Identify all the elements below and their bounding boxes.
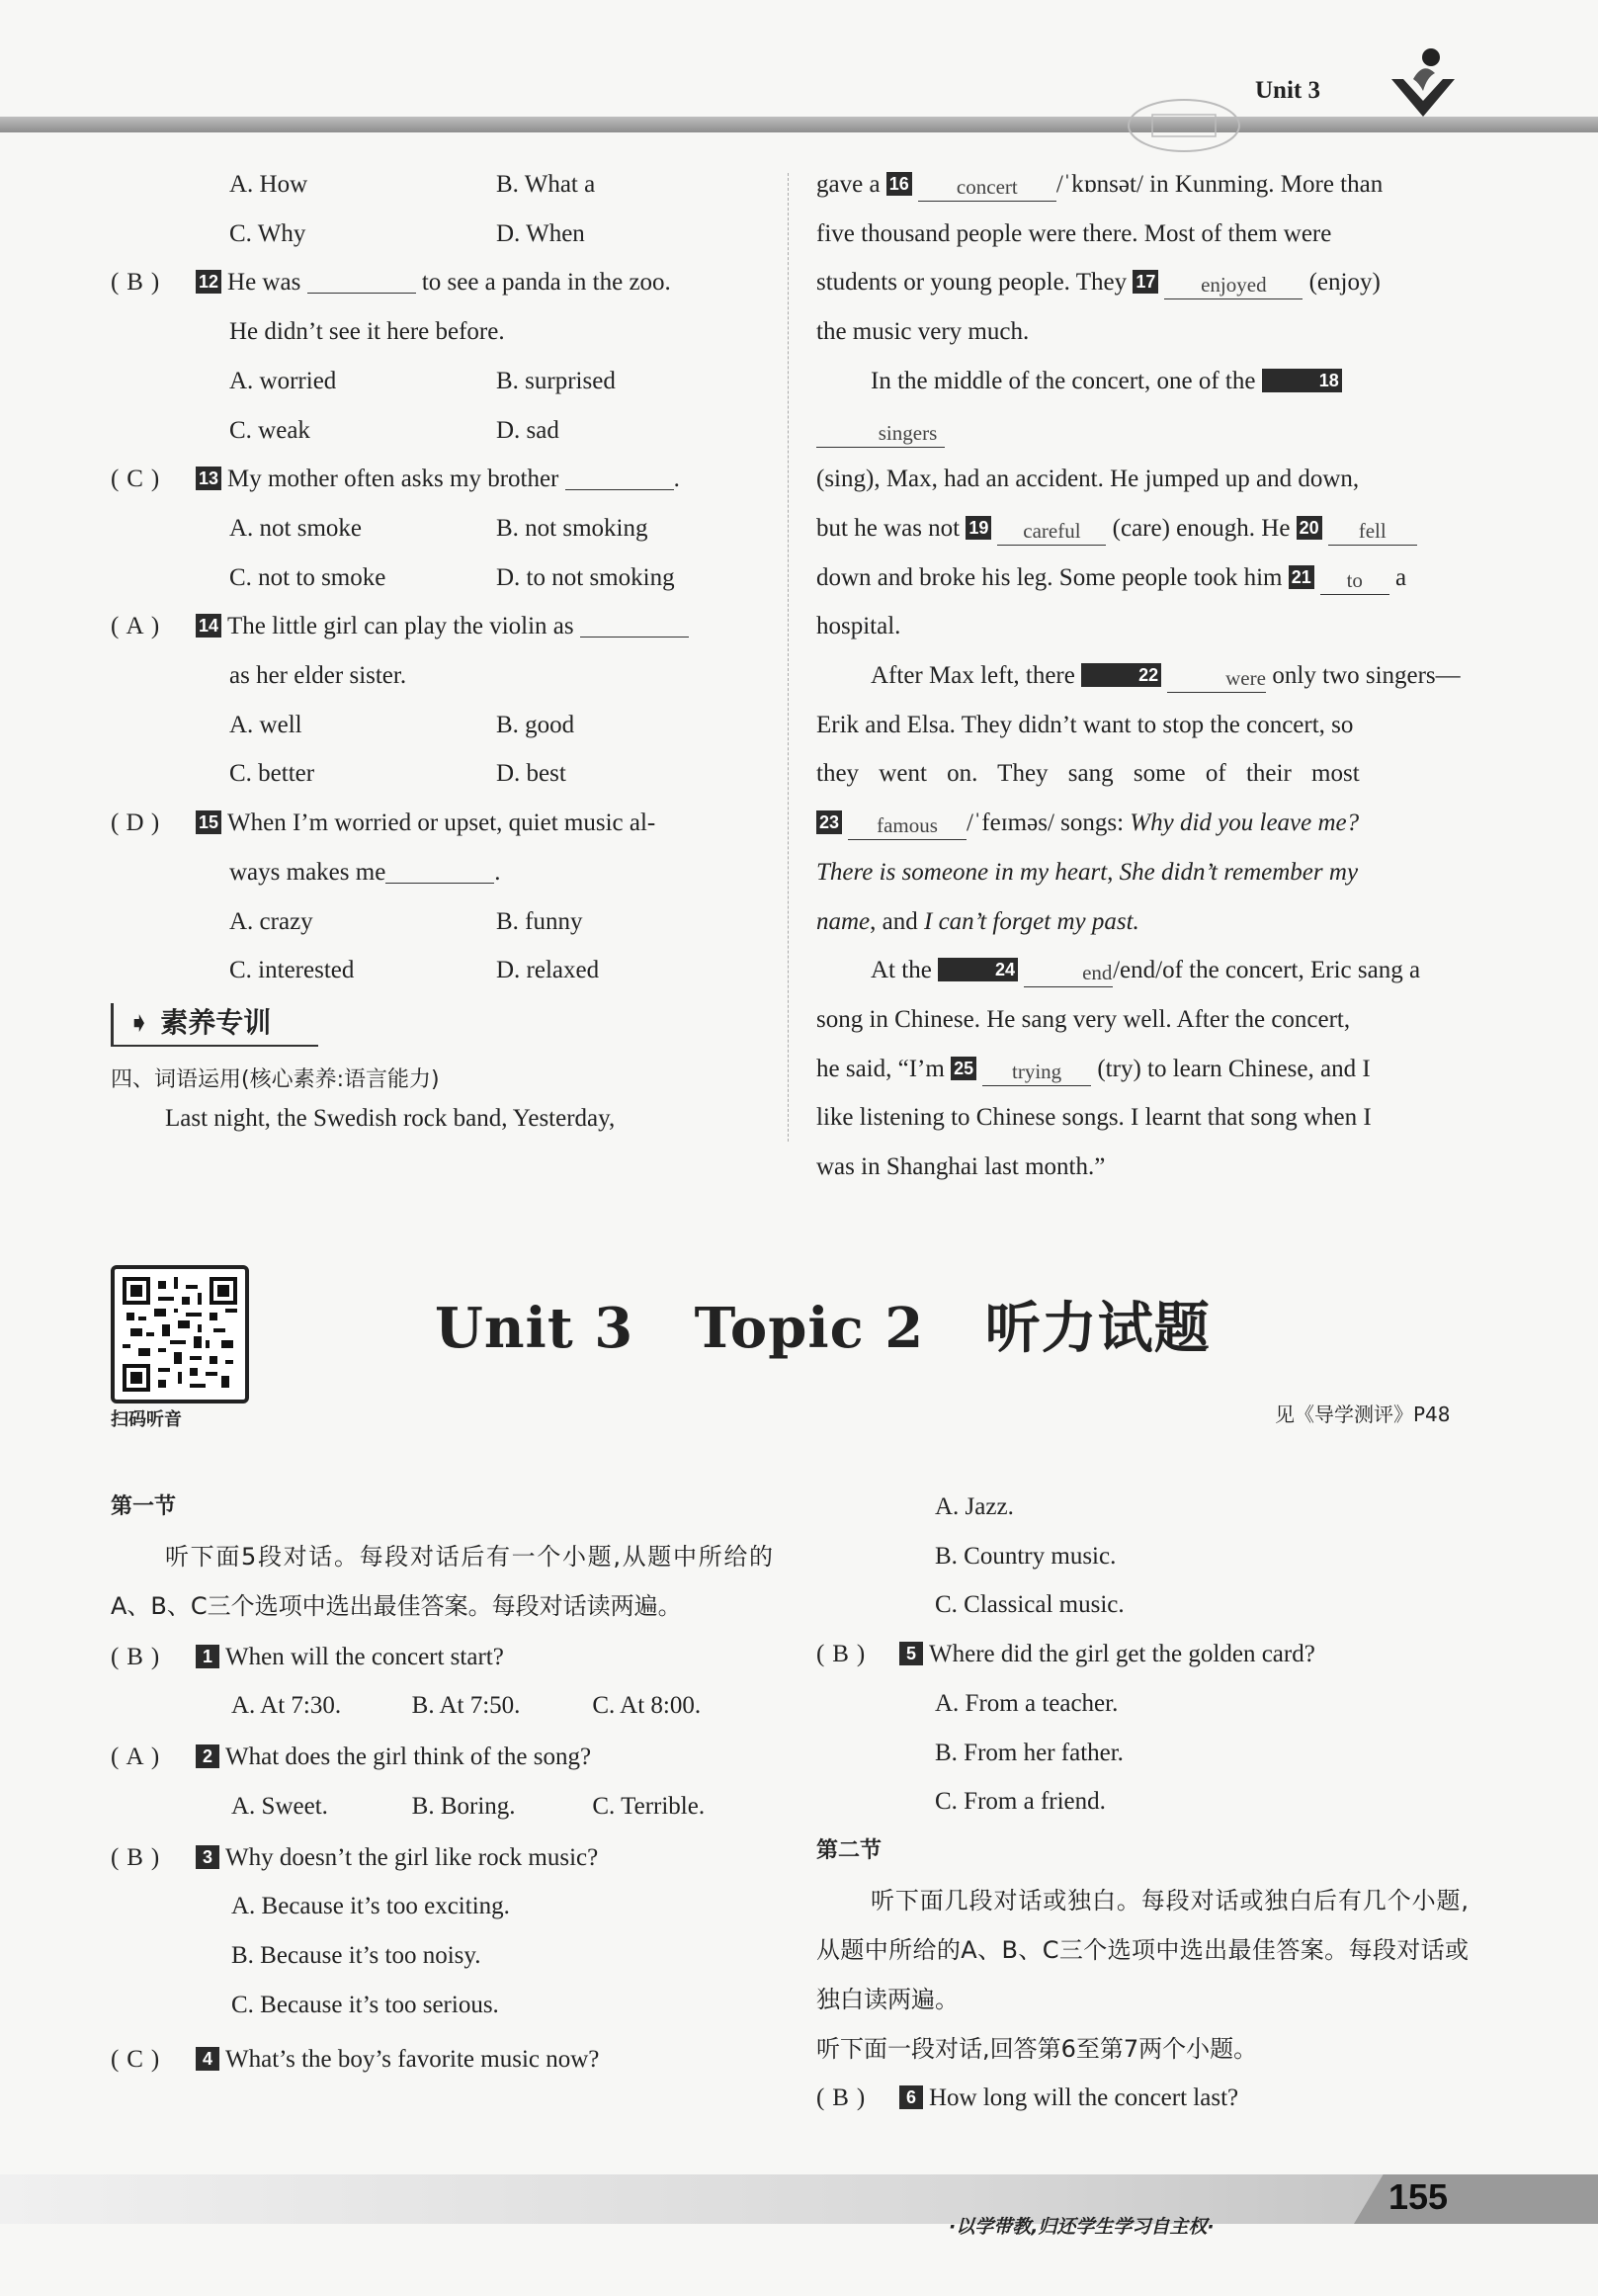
question-text: to see a panda in the zoo. (421, 269, 671, 297)
q12-options (111, 406, 763, 456)
question-number: 3 (196, 1845, 219, 1869)
question-number: 1 (196, 1645, 219, 1668)
option: C. Why (229, 219, 306, 247)
question-text: My mother often asks my brother (227, 466, 559, 493)
answer-paren: ( B ) (816, 1630, 907, 1679)
page-number: 155 (1388, 2176, 1449, 2217)
answer-blank[interactable] (580, 608, 689, 638)
blank-number: 18 (1262, 369, 1342, 392)
question-text: He didn’t see it here before. (229, 318, 505, 346)
question-number: 4 (196, 2047, 219, 2071)
q14-options (111, 701, 763, 750)
answer-paren: ( C ) (111, 2035, 229, 2084)
passage-line: Erik and Elsa. They didn’t want to stop the concert, so (816, 711, 1354, 738)
question-text: as her elder sister. (229, 662, 407, 690)
punctuation: . (673, 466, 680, 493)
text: /ˈfeɪməs/ songs: (967, 809, 1125, 837)
question-text: When will the concert start? (225, 1643, 504, 1670)
answer-paren: ( B ) (816, 2074, 907, 2123)
option: B. good (496, 711, 575, 738)
listening-left-column (111, 1483, 773, 2084)
option: C. interested (229, 957, 355, 984)
question-number: 12 (196, 270, 221, 294)
q11-options (111, 210, 763, 259)
option: D. sad (496, 416, 559, 444)
q12-options (111, 357, 763, 406)
answer-blank[interactable] (385, 854, 494, 884)
section-heading: 四、词语运用(核心素养:语言能力) (111, 1067, 440, 1092)
question-15 (111, 799, 763, 848)
question-number: 15 (196, 810, 221, 834)
right-column (816, 160, 1469, 1192)
section-intro: 听下面几段对话或独白。每段对话或独白后有几个小题,从题中所给的A、B、C三个选项中选出最佳答案。每段对话或独白读两遍。 (816, 1886, 1469, 2013)
q1-options (111, 1681, 773, 1731)
header-bar (0, 117, 1598, 132)
text: In the middle of the concert, one of the (871, 367, 1256, 394)
option: C. At 8:00. (592, 1692, 702, 1720)
answer-mark: C (126, 466, 143, 493)
option: C. Classical music. (935, 1591, 1125, 1619)
footer-slogan: ·以学带教,归还学生学习自主权· (949, 2216, 1215, 2238)
passage-line (816, 160, 1469, 210)
option: C. weak (229, 416, 310, 444)
q11-options (111, 160, 763, 210)
passage-line: like listening to Chinese songs. I learnt that song when I (816, 1104, 1372, 1132)
answer-fill[interactable]: careful (997, 517, 1106, 546)
question-text: How long will the concert last? (929, 2083, 1239, 2111)
answer-paren: ( A ) (111, 602, 229, 651)
option: B. surprised (496, 367, 616, 394)
question-number: 13 (196, 467, 221, 490)
option: D. When (496, 219, 585, 247)
answer-paren: ( B ) (111, 1833, 229, 1883)
header-unit-label: Unit 3 (1255, 77, 1320, 104)
text: /ˈkɒnsət/ in Kunming. More than (1055, 171, 1384, 198)
listening-question-1 (111, 1633, 773, 1682)
book-logo-icon (1384, 40, 1463, 128)
option: B. What a (496, 171, 596, 198)
answer-mark: B (126, 269, 143, 297)
song-title: I can’t forget my past. (924, 907, 1139, 935)
question-13 (111, 455, 763, 504)
passage-line: There is someone in my heart, She didn’t remember my (816, 858, 1359, 886)
answer-mark: A (126, 613, 144, 640)
passage-line: song in Chinese. He sang very well. After the concert, (816, 1005, 1351, 1033)
question-text: What’s the boy’s favorite music now? (225, 2046, 600, 2074)
answer-fill[interactable]: trying (982, 1058, 1091, 1086)
section-sub: 听下面一段对话,回答第6至第7两个小题。 (816, 2034, 1258, 2063)
section-title: 第二节 (816, 1837, 883, 1863)
text: /end/of the concert, Eric sang a (1113, 957, 1421, 984)
option: B. funny (496, 907, 583, 935)
answer-mark: B (126, 1843, 143, 1871)
blank-number: 21 (1289, 565, 1314, 589)
answer-mark: A (126, 1743, 144, 1771)
left-column (111, 160, 763, 995)
section-title: 第一节 (111, 1494, 177, 1519)
option: C. From a friend. (935, 1788, 1106, 1816)
stamp-watermark-icon (1125, 95, 1243, 156)
passage-line (816, 504, 1469, 553)
passage-line (816, 651, 1469, 701)
passage-line: the music very much. (816, 318, 1030, 346)
question-number: 5 (899, 1642, 923, 1665)
text: At the (871, 957, 932, 984)
punctuation: . (494, 858, 501, 886)
text: but he was not (816, 514, 961, 542)
passage-line: five thousand people were there. Most of them were (816, 219, 1332, 247)
text: After Max left, there (871, 662, 1075, 690)
option: A. How (229, 171, 308, 198)
listening-right-column (816, 1483, 1469, 2123)
question-text: When I’m worried or upset, quiet music al- (227, 809, 656, 837)
option: B. At 7:50. (411, 1692, 521, 1720)
passage-line: was in Shanghai last month.” (816, 1153, 1106, 1181)
option: A. Sweet. (231, 1792, 328, 1820)
q15-options (111, 897, 763, 947)
answer-blank[interactable] (565, 461, 674, 490)
question-text (111, 848, 763, 897)
text: gave a (816, 171, 881, 198)
blank-number: 19 (966, 516, 991, 540)
text: only two singers— (1272, 662, 1461, 690)
qr-label: 扫码听音 (111, 1409, 182, 1430)
passage-line (816, 897, 1469, 947)
section-tag-label: 素养专训 (160, 1006, 272, 1039)
option: D. to not smoking (496, 563, 675, 591)
option: A. crazy (229, 907, 313, 935)
section-tag (111, 1003, 318, 1047)
passage-line (816, 258, 1469, 307)
option: D. relaxed (496, 957, 600, 984)
blank-number: 20 (1297, 516, 1322, 540)
question-text: What does the girl think of the song? (225, 1743, 592, 1771)
passage-line (816, 799, 1469, 848)
reference-note: 见《导学测评》P48 (1275, 1403, 1451, 1426)
answer-mark: B (832, 1641, 849, 1668)
q15-options (111, 946, 763, 995)
answer-paren: ( D ) (111, 799, 229, 848)
option: A. Because it’s too exciting. (231, 1893, 510, 1920)
question-text: Why doesn’t the girl like rock music? (225, 1843, 599, 1871)
answer-mark: D (126, 809, 144, 837)
q13-options (111, 504, 763, 553)
answer-blank[interactable] (307, 264, 416, 294)
listening-question-5 (816, 1630, 1469, 1679)
option: A. At 7:30. (231, 1692, 342, 1720)
answer-fill[interactable]: singers (816, 419, 945, 448)
q2-options (111, 1782, 773, 1831)
option: B. Country music. (935, 1542, 1117, 1570)
option: B. not smoking (496, 514, 648, 542)
text: he said, “I’m (816, 1055, 945, 1082)
answer-fill[interactable]: concert (918, 173, 1056, 202)
qr-code-icon (123, 1277, 237, 1392)
answer-fill[interactable]: were (1167, 664, 1266, 693)
option: C. better (229, 760, 315, 788)
answer-fill[interactable]: enjoyed (1164, 271, 1303, 299)
text: (enjoy) (1308, 269, 1381, 297)
blank-number: 24 (938, 958, 1018, 981)
blank-number: 22 (1081, 663, 1161, 687)
song-title: name (816, 907, 871, 935)
passage-line: hospital. (816, 613, 901, 640)
text: students or young people. They (816, 269, 1128, 297)
text: down and broke his leg. Some people took him (816, 563, 1283, 591)
passage-line: they went on. They sang some of their most (816, 760, 1360, 788)
answer-fill[interactable]: to (1320, 566, 1389, 595)
option: A. From a teacher. (935, 1689, 1119, 1717)
question-text: The little girl can play the violin as (227, 613, 574, 640)
option: B. Because it’s too noisy. (231, 1941, 481, 1969)
question-number: 6 (899, 2085, 923, 2109)
listening-question-4 (111, 2035, 773, 2084)
answer-paren: ( A ) (111, 1733, 229, 1782)
blank-number: 25 (951, 1057, 976, 1080)
answer-mark: B (126, 1643, 143, 1670)
option: D. best (496, 760, 566, 788)
answer-fill[interactable]: fell (1328, 517, 1417, 546)
option: C. Terrible. (592, 1792, 706, 1820)
question-number: 14 (196, 614, 221, 638)
answer-fill[interactable]: end (1024, 959, 1113, 987)
option: B. Boring. (411, 1792, 516, 1820)
blank-number: 17 (1133, 270, 1158, 294)
q14-options (111, 749, 763, 799)
question-14 (111, 602, 763, 651)
listening-question-3 (111, 1833, 773, 1883)
question-text: He was (227, 269, 301, 297)
option: A. not smoke (229, 514, 363, 542)
answer-paren: ( B ) (111, 258, 229, 307)
qr-code[interactable] (111, 1265, 249, 1403)
answer-fill[interactable]: famous (848, 811, 967, 840)
option: A. well (229, 711, 302, 738)
passage-line: (sing), Max, had an accident. He jumped up and down, (816, 466, 1360, 493)
option: A. worried (229, 367, 337, 394)
question-number: 2 (196, 1744, 219, 1768)
option: C. Because it’s too serious. (231, 1991, 499, 2018)
blank-number: 23 (816, 810, 842, 834)
text: (try) to learn Chinese, and I (1097, 1055, 1371, 1082)
listening-question-2 (111, 1733, 773, 1782)
option: C. not to smoke (229, 563, 386, 591)
passage-line (816, 553, 1469, 603)
answer-paren: ( C ) (111, 455, 229, 504)
option: B. From her father. (935, 1739, 1124, 1766)
passage-start: Last night, the Swedish rock band, Yesterday, (165, 1105, 616, 1132)
listening-question-6 (816, 2074, 1469, 2123)
passage-line (816, 357, 1469, 455)
passage-line (816, 1045, 1469, 1094)
column-divider (788, 173, 789, 1142)
song-title: Why did you leave me? (1130, 809, 1360, 837)
option: A. Jazz. (935, 1493, 1014, 1520)
answer-paren: ( B ) (111, 1633, 229, 1682)
passage-line (816, 946, 1469, 995)
question-text-part: ways makes me (229, 858, 386, 886)
section-intro: 听下面5段对话。每段对话后有一个小题,从题中所给的A、B、C三个选项中选出最佳答案。每段对话读两遍。 (111, 1542, 773, 1620)
arrow-icon: ➧ (127, 1006, 151, 1039)
question-text: Where did the girl get the golden card? (929, 1641, 1315, 1668)
text: a (1395, 563, 1407, 591)
blank-number: 16 (886, 172, 912, 196)
q13-options (111, 553, 763, 603)
text: (care) enough. He (1112, 514, 1291, 542)
answer-mark: B (832, 2083, 849, 2111)
unit-title: Unit 3 Topic 2 听力试题 (435, 1296, 1211, 1361)
question-12 (111, 258, 763, 307)
text: , and (870, 907, 918, 935)
answer-mark: C (126, 2046, 143, 2074)
